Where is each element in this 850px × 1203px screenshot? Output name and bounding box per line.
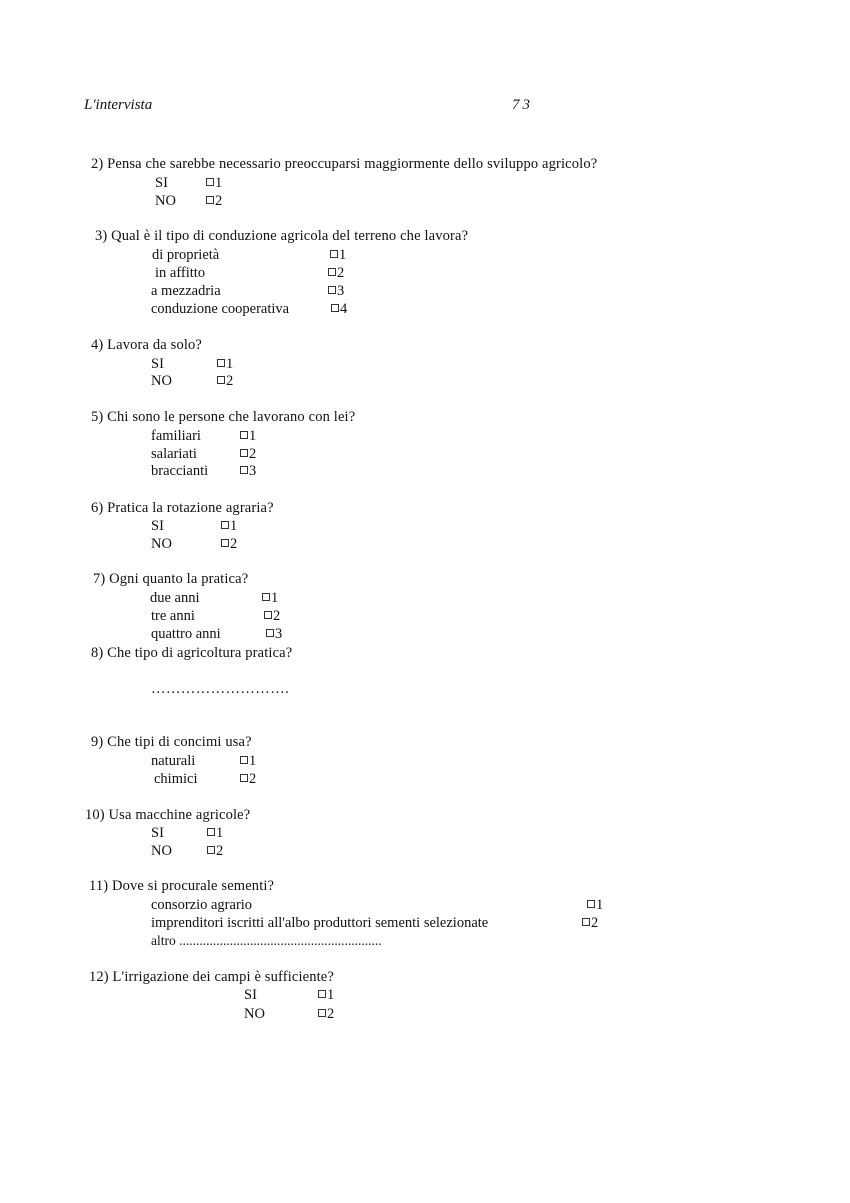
option-checkbox[interactable]: 1: [240, 427, 256, 445]
option-label: quattro anni: [151, 626, 221, 642]
option-label: naturali: [151, 753, 196, 769]
option-label: conduzione cooperativa: [151, 301, 290, 317]
checkbox-icon: [587, 900, 595, 908]
option-label: NO: [155, 193, 176, 209]
question-5: 5) Chi sono le persone che lavorano con lei?: [91, 409, 356, 425]
option-label: SI: [244, 987, 257, 1003]
checkbox-icon: [240, 774, 248, 782]
question-7: 7) Ogni quanto la pratica?: [93, 571, 249, 587]
option-checkbox[interactable]: 1: [206, 174, 222, 192]
option-checkbox[interactable]: 2: [221, 535, 237, 553]
option-checkbox[interactable]: 3: [240, 462, 256, 480]
checkbox-icon: [318, 990, 326, 998]
option-checkbox[interactable]: 2: [328, 264, 344, 282]
checkbox-icon: [266, 629, 274, 637]
checkbox-icon: [240, 449, 248, 457]
checkbox-icon: [582, 918, 590, 926]
option-label: tre anni: [151, 608, 195, 624]
option-checkbox[interactable]: 1: [217, 355, 233, 373]
other-answer-line[interactable]: altro ............................................................: [151, 933, 382, 948]
option-label: familiari: [151, 428, 201, 444]
question-2: 2) Pensa che sarebbe necessario preoccuparsi maggiormente dello sviluppo agricolo?: [91, 156, 598, 172]
checkbox-icon: [318, 1009, 326, 1017]
checkbox-icon: [217, 359, 225, 367]
page-number: 73: [512, 97, 533, 113]
option-label: imprenditori iscritti all'albo produttori sementi selezionate: [151, 915, 489, 931]
option-checkbox[interactable]: 2: [217, 372, 233, 390]
checkbox-icon: [206, 196, 214, 204]
option-label: due anni: [150, 590, 200, 606]
checkbox-icon: [331, 304, 339, 312]
option-checkbox[interactable]: 4: [331, 300, 347, 318]
option-label: chimici: [154, 771, 198, 787]
option-label: NO: [151, 536, 172, 552]
option-checkbox[interactable]: 2: [207, 842, 223, 860]
checkbox-icon: [330, 250, 338, 258]
question-4: 4) Lavora da solo?: [91, 337, 203, 353]
option-checkbox[interactable]: 1: [587, 896, 603, 914]
option-checkbox[interactable]: 3: [266, 625, 282, 643]
checkbox-icon: [206, 178, 214, 186]
checkbox-icon: [262, 593, 270, 601]
checkbox-icon: [264, 611, 272, 619]
option-label: NO: [151, 373, 172, 389]
option-checkbox[interactable]: 1: [318, 986, 334, 1004]
question-8: 8) Che tipo di agricoltura pratica?: [91, 645, 293, 661]
checkbox-icon: [328, 286, 336, 294]
option-checkbox[interactable]: 3: [328, 282, 344, 300]
checkbox-icon: [240, 756, 248, 764]
question-9: 9) Che tipi di concimi usa?: [91, 734, 252, 750]
option-checkbox[interactable]: 2: [240, 770, 256, 788]
option-checkbox[interactable]: 2: [582, 914, 598, 932]
option-checkbox[interactable]: 1: [207, 824, 223, 842]
option-label: NO: [151, 843, 172, 859]
option-checkbox[interactable]: 2: [318, 1005, 334, 1023]
question-11: 11) Dove si procurale sementi?: [89, 878, 275, 894]
question-12: 12) L'irrigazione dei campi è sufficiente?: [89, 969, 334, 985]
checkbox-icon: [207, 846, 215, 854]
option-checkbox[interactable]: 2: [206, 192, 222, 210]
option-label: SI: [151, 356, 164, 372]
checkbox-icon: [328, 268, 336, 276]
checkbox-icon: [240, 466, 248, 474]
running-header-title: L'intervista: [84, 97, 153, 113]
question-6: 6) Pratica la rotazione agraria?: [91, 500, 274, 516]
option-label: NO: [244, 1006, 265, 1022]
option-label: in affitto: [155, 265, 206, 281]
option-label: di proprietà: [152, 247, 220, 263]
answer-line[interactable]: ……………………….: [151, 681, 290, 697]
option-label: SI: [151, 518, 164, 534]
option-checkbox[interactable]: 1: [262, 589, 278, 607]
option-checkbox[interactable]: 1: [221, 517, 237, 535]
option-label: consorzio agrario: [151, 897, 253, 913]
option-label: a mezzadria: [151, 283, 221, 299]
checkbox-icon: [240, 431, 248, 439]
option-checkbox[interactable]: 2: [264, 607, 280, 625]
option-checkbox[interactable]: 1: [240, 752, 256, 770]
option-checkbox[interactable]: 2: [240, 445, 256, 463]
option-label: salariati: [151, 446, 197, 462]
question-3: 3) Qual è il tipo di conduzione agricola del terreno che lavora?: [95, 228, 469, 244]
checkbox-icon: [217, 376, 225, 384]
option-label: braccianti: [151, 463, 209, 479]
option-checkbox[interactable]: 1: [330, 246, 346, 264]
option-label: SI: [155, 175, 168, 191]
checkbox-icon: [221, 521, 229, 529]
checkbox-icon: [207, 828, 215, 836]
checkbox-icon: [221, 539, 229, 547]
option-label: SI: [151, 825, 164, 841]
question-10: 10) Usa macchine agricole?: [85, 807, 251, 823]
